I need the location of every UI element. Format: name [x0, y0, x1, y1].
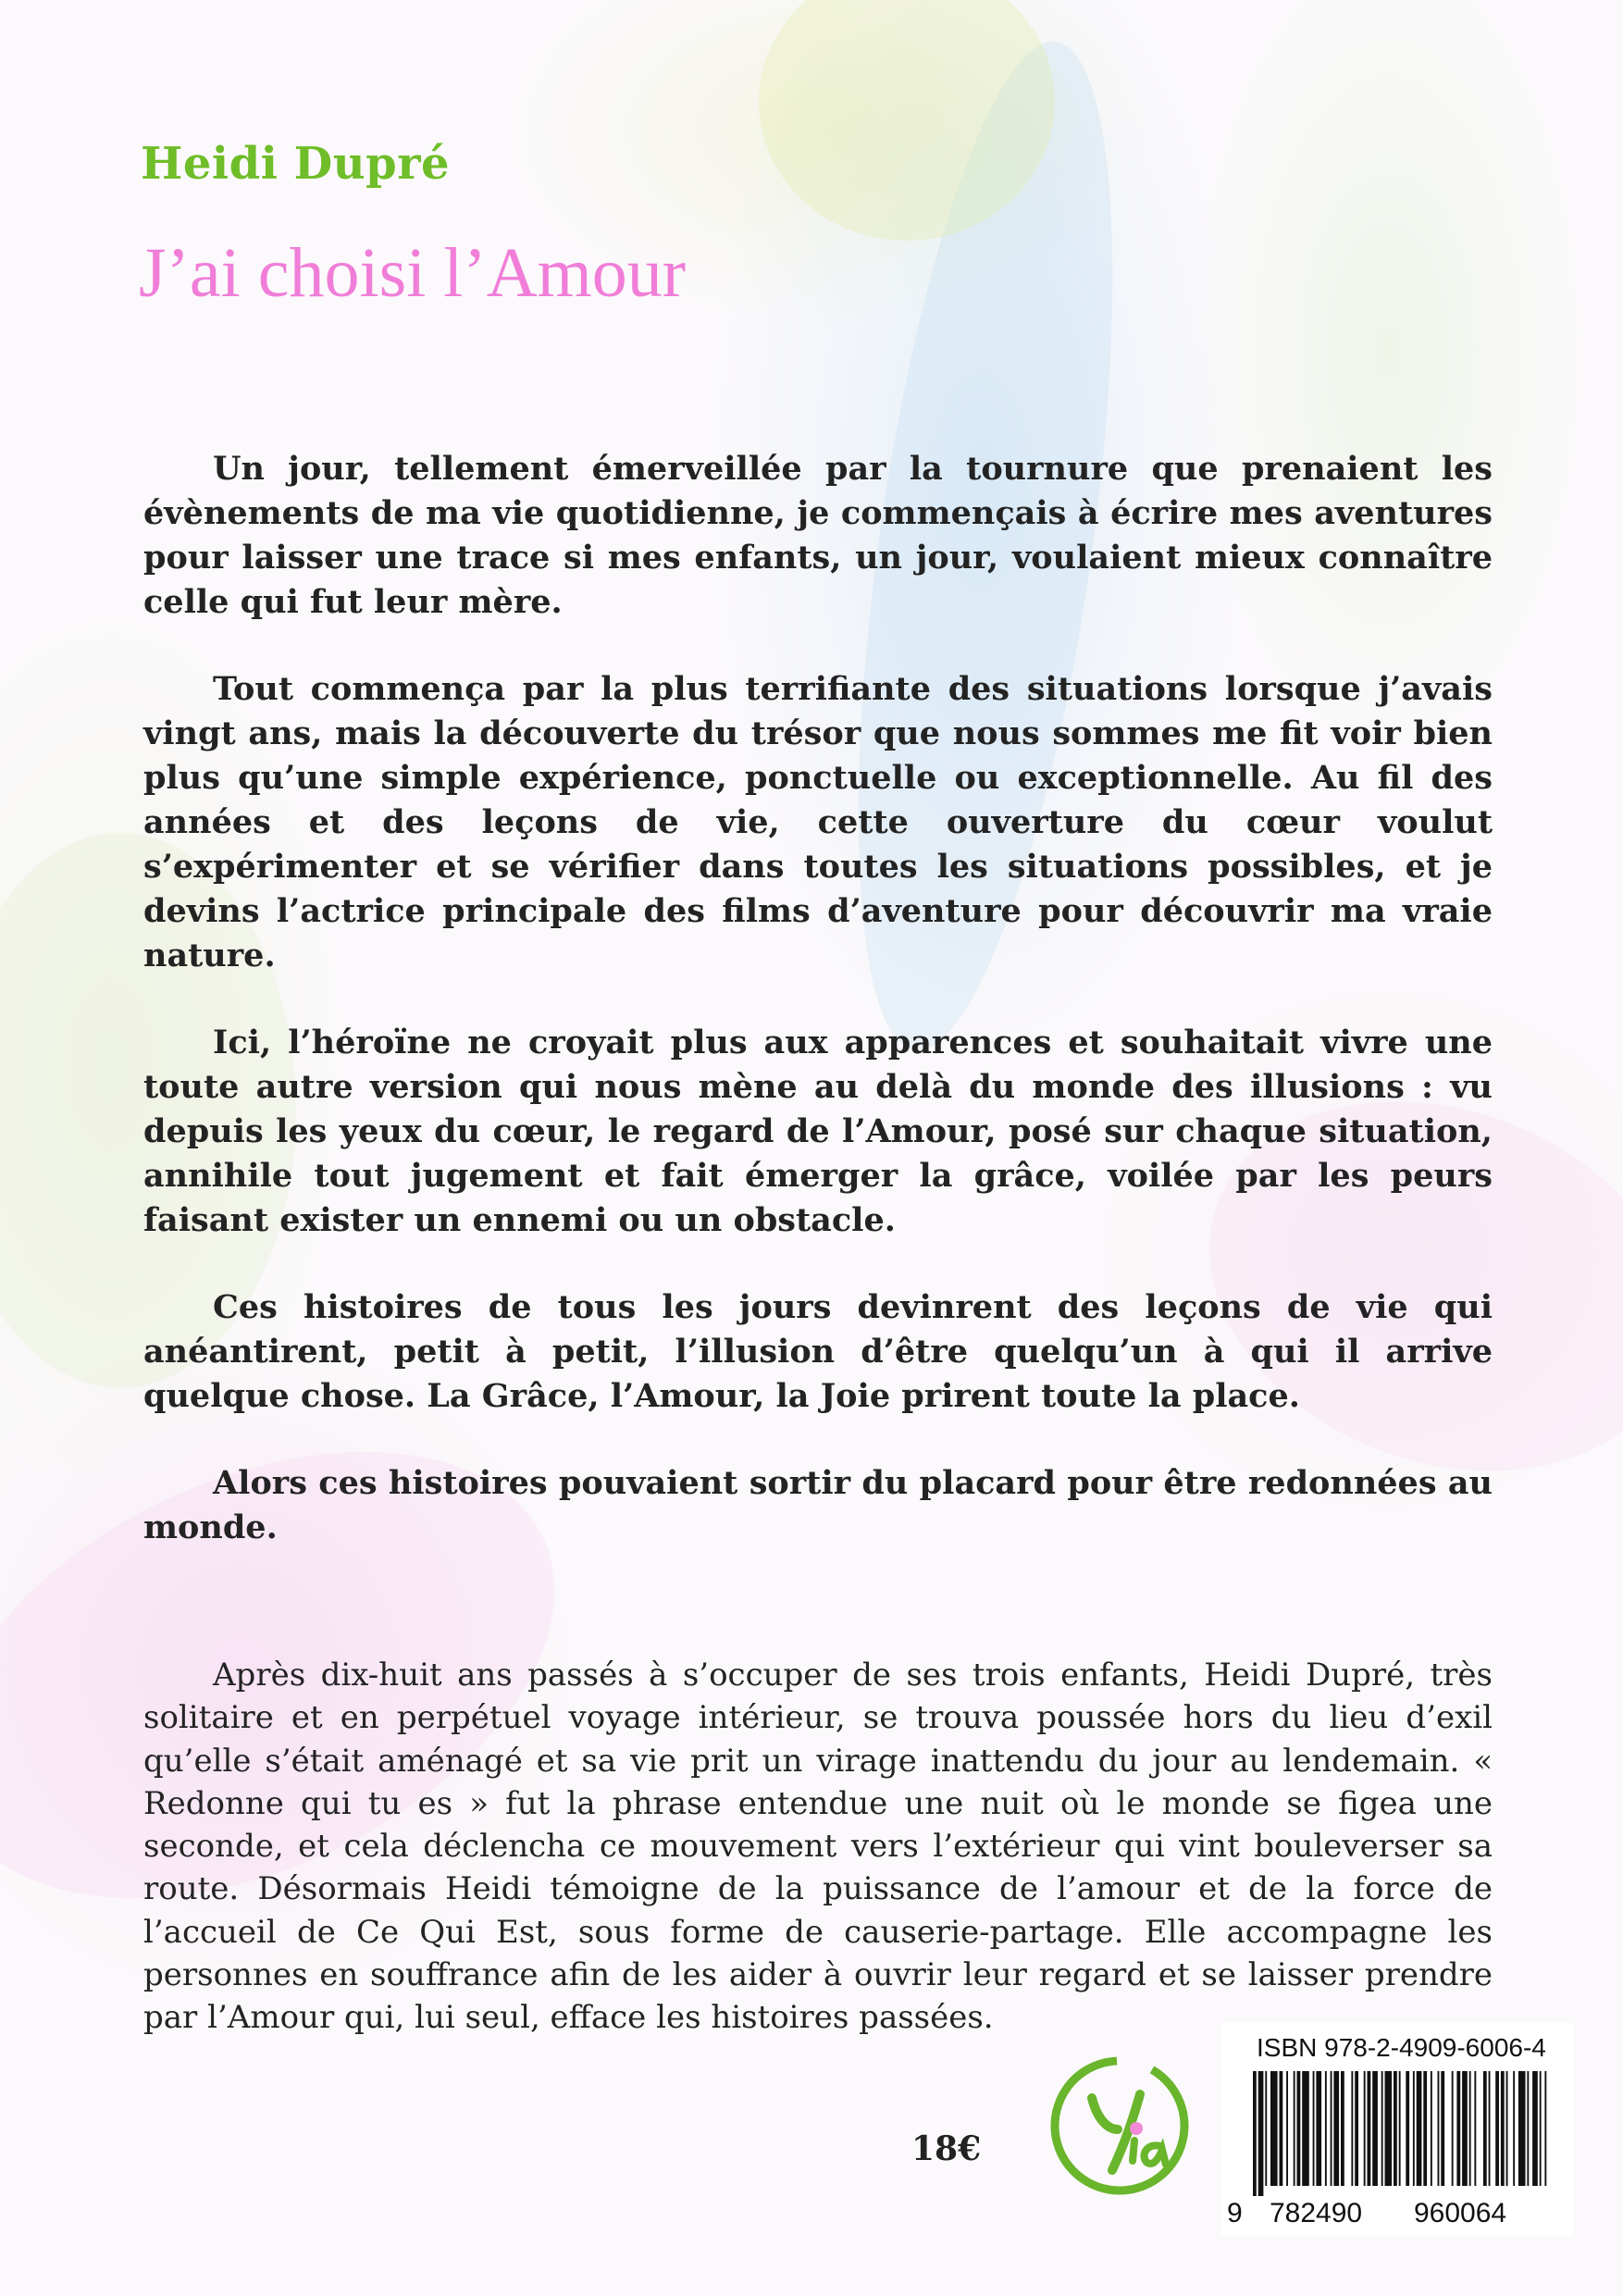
barcode-bar [1431, 2071, 1432, 2186]
barcode-bar [1399, 2071, 1401, 2186]
barcode-bar [1270, 2071, 1278, 2186]
barcode-bar [1368, 2071, 1371, 2186]
barcode-bar [1469, 2071, 1471, 2186]
author-bio: Après dix-huit ans passés à s’occuper de ses trois enfants, Heidi Dupré, très solitaire et en perpétuel voyage intérieur, se trouva poussée hors du lieu d’exil qu’elle s’était aménagé et sa vie prit un virage inattendu du jour au lendemain. « Redonne qui tu es » fut la phrase entendue une nuit où le monde se figea une seconde, et cela déclencha ce mouvement vers l’extérieur qui vint bouleverser sa route. Désormais Heidi témoigne de la puissance de l’amour et de la force de l’accueil de Ce Qui Est, sous forme de causerie-partage. Elle accompagne les personnes en souffrance afin de les aider à ouvrir leur regard et se laisser prendre par l’Amour qui, lui seul, efface les histoires passées. [143, 1657, 1493, 2037]
barcode-icon [1249, 2071, 1555, 2196]
barcode-bar [1501, 2071, 1505, 2186]
barcode-bar [1527, 2071, 1529, 2186]
barcode-bar [1417, 2071, 1422, 2186]
barcode-bar [1456, 2071, 1460, 2186]
barcode-bar [1452, 2071, 1454, 2186]
barcode-bar [1372, 2071, 1378, 2186]
barcode-bar [1258, 2071, 1264, 2196]
barcode-bar [1474, 2071, 1476, 2186]
book-summary [143, 447, 1493, 1593]
barcode-bar [1513, 2071, 1515, 2186]
barcode-bar [1294, 2071, 1295, 2186]
barcode-bar [1280, 2071, 1283, 2186]
barcode-bar [1364, 2071, 1366, 2186]
barcode-bar [1316, 2071, 1321, 2186]
summary-paragraph: Ici, l’héroïne ne croyait plus aux apparences et souhaitait vivre une toute autre version qui nous mène au delà du monde des illusions : vu depuis les yeux du cœur, le regard de l’Amour, posé sur chaque situation, annihile tout jugement et fait émerger la grâce, voilée par les peurs faisant exister un ennemi ou un obstacle. [143, 1024, 1493, 1239]
barcode-bar [1483, 2071, 1487, 2186]
barcode-bar [1341, 2071, 1344, 2186]
summary-paragraph: Tout commença par la plus terrifiante des situations lorsque j’avais vingt ans, mais la découverte du trésor que nous sommes me fit voir bien plus qu’une simple expérience, ponctuelle ou exceptionnelle. Au fil des années et des leçons de vie, cette ouverture du cœur voulut s’expérimenter et se vérifier dans toutes les situations possibles, et je devins l’actrice principale des films d’aventure pour découvrir ma vraie nature. [143, 670, 1493, 974]
barcode-bar [1325, 2071, 1327, 2186]
barcode-bar [1302, 2071, 1309, 2186]
summary-paragraph: Alors ces histoires pouvaient sortir du placard pour être redonnées au monde. [143, 1464, 1493, 1546]
isbn-barcode-block [1221, 2023, 1573, 2236]
price: 18€ [911, 2129, 982, 2168]
barcode-bar [1540, 2071, 1542, 2186]
barcode-bar [1351, 2071, 1353, 2186]
barcode-bar [1506, 2071, 1508, 2186]
barcode-bar [1265, 2071, 1267, 2186]
isbn-digit-prefix: 9 [1227, 2198, 1243, 2228]
isbn-digits [1227, 2197, 1555, 2230]
author-name: Heidi Dupré [141, 138, 451, 190]
barcode-bar [1518, 2071, 1526, 2186]
barcode-bar [1297, 2071, 1301, 2186]
barcode-bar [1406, 2071, 1409, 2186]
publisher-logo-icon [1036, 2041, 1203, 2207]
barcode-bar [1286, 2071, 1288, 2186]
summary-paragraph: Ces histoires de tous les jours devinrent des leçons de vie qui anéantirent, petit à petit, l’illusion d’être quelqu’un à qui il arrive quelque chose. La Grâce, l’Amour, la Joie prirent toute la place. [143, 1288, 1493, 1415]
barcode-bar [1333, 2071, 1339, 2186]
barcode-bar [1441, 2071, 1444, 2186]
barcode-bar [1532, 2071, 1538, 2186]
barcode-bar [1462, 2071, 1468, 2186]
barcode-bar [1313, 2071, 1315, 2186]
barcode-bar [1385, 2071, 1393, 2186]
barcode-bar [1253, 2071, 1257, 2196]
barcode-bar [1489, 2071, 1491, 2186]
isbn-label: ISBN 978-2-4909-6006-4 [1257, 2033, 1546, 2062]
barcode-bar [1495, 2071, 1499, 2186]
barcode-bar [1438, 2071, 1440, 2186]
isbn-digits-right: 960064 [1414, 2198, 1507, 2228]
barcode-bar [1413, 2071, 1415, 2186]
book-title: J’ai choisi l’Amour [139, 234, 687, 312]
barcode-bar [1355, 2071, 1358, 2186]
barcode-bar [1423, 2071, 1427, 2186]
barcode-bar [1544, 2071, 1546, 2186]
barcode-bar [1331, 2071, 1332, 2186]
isbn-digits-left: 782490 [1270, 2198, 1363, 2228]
barcode-bar [1381, 2071, 1383, 2186]
barcode-bar [1394, 2071, 1397, 2186]
summary-paragraph: Un jour, tellement émerveillée par la tournure que prenaient les évènements de ma vie quotidienne, je commençais à écrire mes aventures pour laisser une trace si mes enfants, un jour, voulaient mieux connaître celle qui fut leur mère. [143, 450, 1493, 621]
